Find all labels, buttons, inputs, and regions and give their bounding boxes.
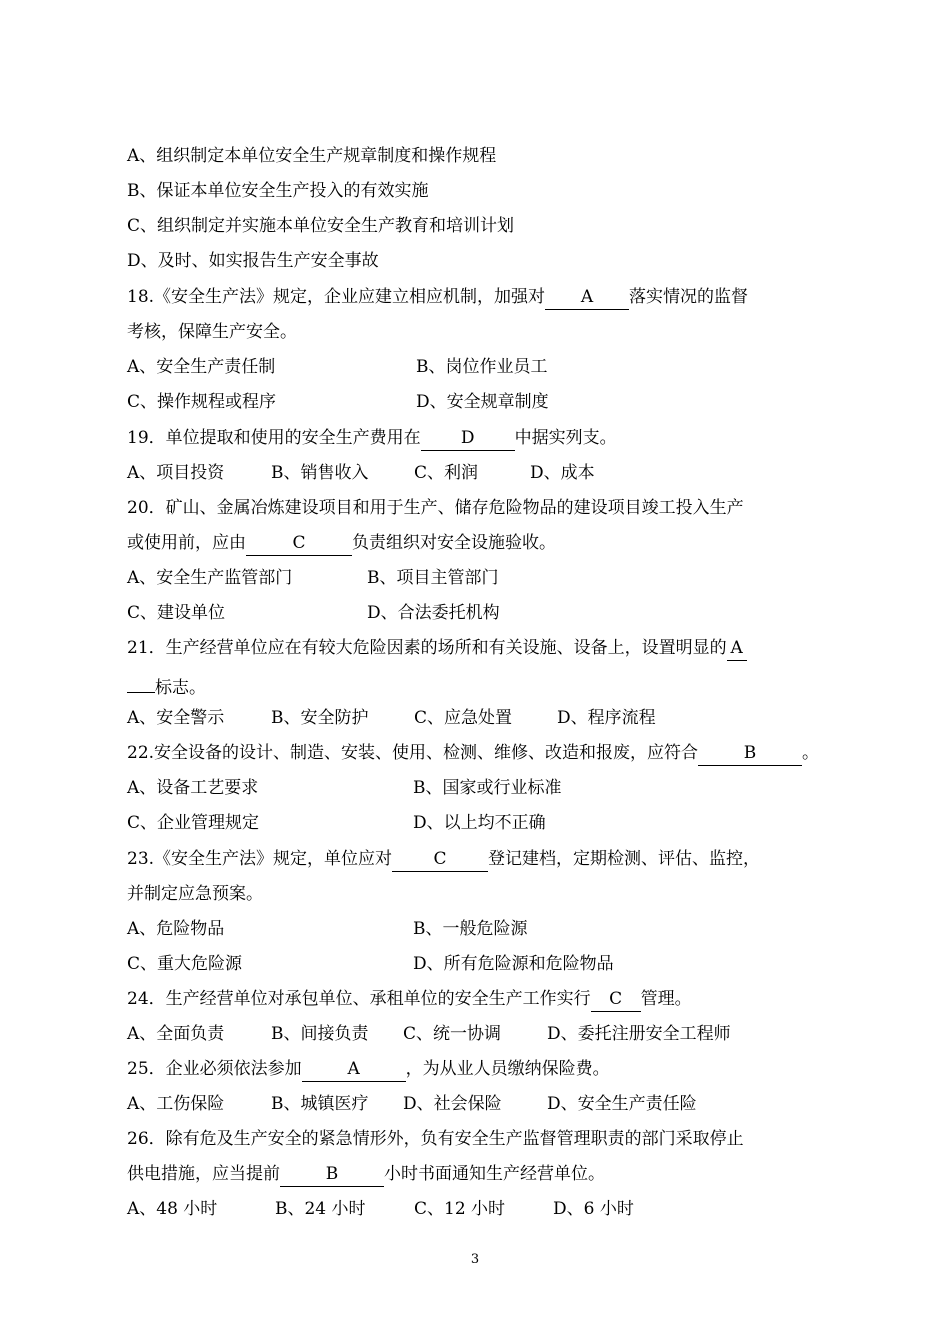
- option: A、工伤保险: [127, 1094, 225, 1114]
- answer-blank: C: [591, 987, 641, 1012]
- answer-blank: C: [246, 531, 352, 556]
- question-20-cont: 或使用前，应由 C 负责组织对安全设施验收。: [127, 528, 827, 558]
- option: B、安全防护: [271, 708, 369, 728]
- option: B、国家或行业标准: [413, 778, 562, 798]
- option: D、合法委托机构: [367, 603, 500, 623]
- option: A、安全警示: [127, 708, 225, 728]
- question-22: 22.安全设备的设计、制造、安装、使用、检测、维修、改造和报废，应符合 B 。: [127, 738, 827, 768]
- answer-blank: B: [698, 741, 802, 766]
- options-row: [127, 808, 827, 838]
- option: C、应急处置: [414, 708, 513, 728]
- option: D、以上均不正确: [413, 813, 546, 833]
- answer-blank-cont: [127, 668, 155, 693]
- option: B、岗位作业员工: [416, 357, 548, 377]
- options-row: [127, 563, 827, 593]
- option: D、6 小时: [553, 1199, 634, 1219]
- option-text: B、保证本单位安全生产投入的有效实施: [127, 181, 429, 201]
- option: A、项目投资: [127, 463, 225, 483]
- option: A、48 小时: [127, 1199, 218, 1219]
- option: B、销售收入: [271, 463, 369, 483]
- option: A、全面负责: [127, 1024, 225, 1044]
- option-text: D、及时、如实报告生产安全事故: [127, 251, 379, 271]
- question-23: 23.《安全生产法》规定，单位应对 C 登记建档，定期检测、评估、监控，: [127, 844, 827, 874]
- options-row: [127, 1089, 827, 1119]
- option: C、统一协调: [403, 1024, 502, 1044]
- options-row: [127, 773, 827, 803]
- options-row: [127, 703, 827, 733]
- options-row: [127, 352, 827, 382]
- question-23-cont: 并制定应急预案。: [127, 884, 263, 904]
- answer-blank: A: [727, 636, 747, 661]
- option: D、安全规章制度: [416, 392, 549, 412]
- question-21: 21．生产经营单位应在有较大危险因素的场所和有关设施、设备上，设置明显的 A: [127, 633, 827, 663]
- option: D、成本: [530, 463, 595, 483]
- answer-blank: B: [280, 1162, 384, 1187]
- option: D、委托注册安全工程师: [547, 1024, 731, 1044]
- question-26: 26．除有危及生产安全的紧急情形外，负有安全生产监督管理职责的部门采取停止: [127, 1129, 744, 1149]
- question-19: 19．单位提取和使用的安全生产费用在 D 中据实列支。: [127, 423, 827, 453]
- option: A、危险物品: [127, 919, 225, 939]
- page-number: 3: [470, 1252, 480, 1267]
- answer-blank: A: [302, 1057, 406, 1082]
- option: B、项目主管部门: [367, 568, 499, 588]
- option-line: [127, 246, 827, 276]
- option: C、利润: [414, 463, 479, 483]
- options-row: [127, 949, 827, 979]
- option: C、建设单位: [127, 603, 226, 623]
- option: B、一般危险源: [413, 919, 528, 939]
- option-line: [127, 211, 827, 241]
- option: A、设备工艺要求: [127, 778, 259, 798]
- options-row: [127, 598, 827, 628]
- answer-blank: D: [421, 426, 515, 451]
- options-row: [127, 387, 827, 417]
- option: B、间接负责: [271, 1024, 369, 1044]
- answer-blank: A: [545, 285, 629, 310]
- options-row: [127, 1194, 827, 1224]
- options-row: [127, 1019, 827, 1049]
- option: D、社会保险: [403, 1094, 502, 1114]
- question-21-cont: 标志。: [127, 668, 827, 698]
- option-line: [127, 176, 827, 206]
- option-text: C、组织制定并实施本单位安全生产教育和培训计划: [127, 216, 515, 236]
- options-row: [127, 914, 827, 944]
- option: C、操作规程或程序: [127, 392, 277, 412]
- option: C、12 小时: [414, 1199, 506, 1219]
- option: C、重大危险源: [127, 954, 243, 974]
- option: D、所有危险源和危险物品: [413, 954, 614, 974]
- question-18-cont: 考核，保障生产安全。: [127, 322, 297, 342]
- question-18: 18.《安全生产法》规定，企业应建立相应机制，加强对 A 落实情况的监督: [127, 282, 827, 312]
- option: D、程序流程: [557, 708, 656, 728]
- option: C、企业管理规定: [127, 813, 260, 833]
- question-24: 24．生产经营单位对承包单位、承租单位的安全生产工作实行 C 管理。: [127, 984, 827, 1014]
- option: A、安全生产责任制: [127, 357, 276, 377]
- option-text: A、组织制定本单位安全生产规章制度和操作规程: [127, 146, 497, 166]
- question-20: 20．矿山、金属冶炼建设项目和用于生产、储存危险物品的建设项目竣工投入生产: [127, 498, 744, 518]
- option-line: [127, 141, 827, 171]
- answer-blank: C: [392, 847, 488, 872]
- question-25: 25．企业必须依法参加 A ，为从业人员缴纳保险费。: [127, 1054, 827, 1084]
- option: D、安全生产责任险: [547, 1094, 697, 1114]
- question-26-cont: 供电措施，应当提前 B 小时书面通知生产经营单位。: [127, 1159, 827, 1189]
- option: B、24 小时: [275, 1199, 366, 1219]
- options-row: [127, 458, 827, 488]
- option: B、城镇医疗: [271, 1094, 369, 1114]
- option: A、安全生产监管部门: [127, 568, 293, 588]
